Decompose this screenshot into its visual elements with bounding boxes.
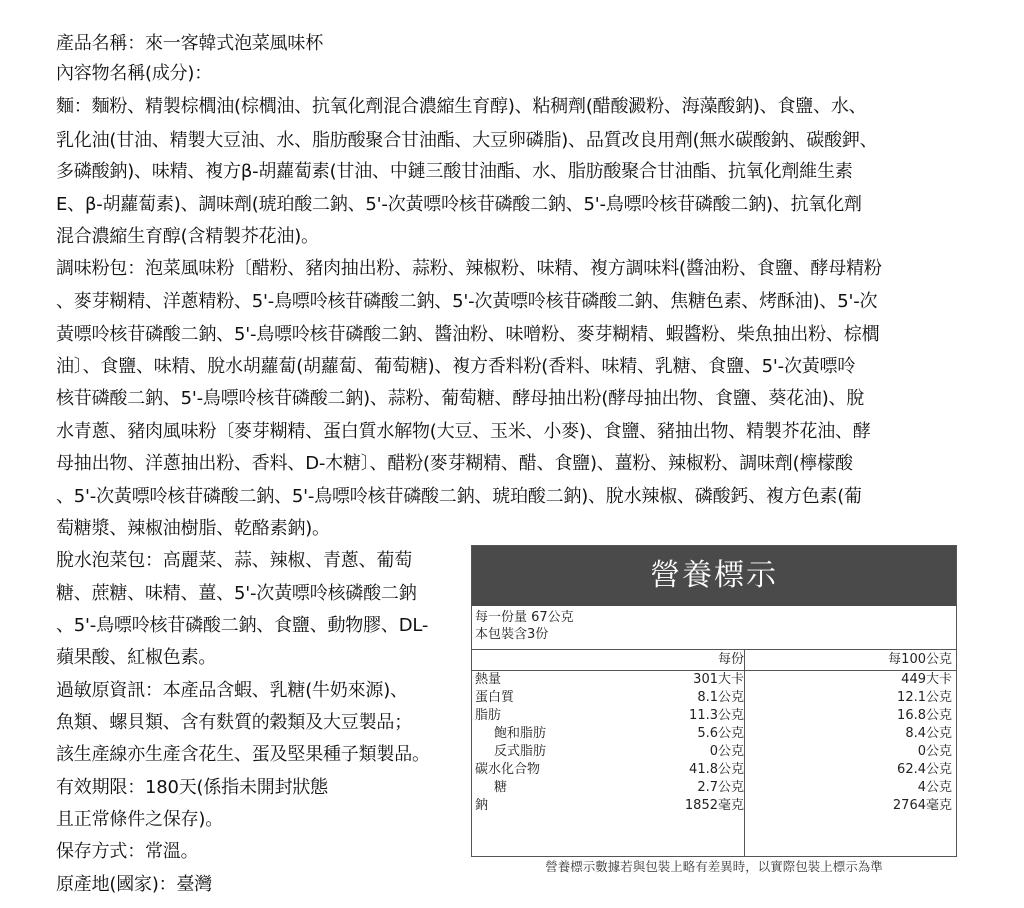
nutrient-per-100g: 8.4公克 — [905, 726, 952, 741]
nutrition-title: 營養標示 — [472, 546, 956, 606]
seasoning-ingredients-line: 母抽出物、洋蔥抽出粉、香料、D-木糖〕、醋粉(麥芽糊精、醋、食鹽)、薑粉、辣椒粉、調味劑(檸檬酸 — [56, 453, 853, 474]
nutrient-per-serving: 8.1公克 — [697, 690, 744, 705]
nutrient-per-serving: 1852毫克 — [684, 798, 744, 813]
nutrition-column-headers — [472, 650, 956, 671]
seasoning-ingredients-line: 調味粉包：泡菜風味粉〔醋粉、豬肉抽出粉、蒜粉、辣椒粉、味精、複方調味料(醬油粉、食鹽、酵母精粉 — [56, 258, 882, 279]
allergen-info-line: 過敏原資訊：本產品含蝦、乳糖(牛奶來源)、 — [56, 680, 408, 701]
nutrient-per-100g: 449大卡 — [901, 672, 952, 687]
nutrient-per-100g: 2764毫克 — [892, 798, 952, 813]
per-100g-header: 每100公克 — [888, 652, 952, 667]
seasoning-ingredients-line: 、麥芽糊精、洋蔥精粉、5'-鳥嘌呤核苷磷酸二鈉、5'-次黃嘌呤核苷磷酸二鈉、焦糖色素、烤酥油)、5'-次 — [56, 291, 878, 312]
seasoning-ingredients-line: 萄糖漿、辣椒油樹脂、乾酪素鈉)。 — [56, 518, 330, 539]
nutrition-row — [472, 779, 956, 797]
nutrient-name: 脂肪 — [475, 708, 502, 723]
storage-line: 保存方式：常溫。 — [56, 841, 199, 862]
nutrition-disclaimer: 營養標示數據若與包裝上略有差異時，以實際包裝上標示為準 — [545, 859, 883, 874]
nutrition-row — [472, 689, 956, 707]
nutrition-row — [472, 743, 956, 761]
nutrient-per-serving: 2.7公克 — [697, 780, 744, 795]
noodle-ingredients-line: 混合濃縮生育醇(含精製芥花油)。 — [56, 226, 319, 247]
nutrient-per-serving: 0公克 — [709, 744, 744, 759]
nutrition-row — [472, 797, 956, 815]
nutrient-per-serving: 301大卡 — [693, 672, 744, 687]
seasoning-ingredients-line: 黃嘌呤核苷磷酸二鈉、5'-鳥嘌呤核苷磷酸二鈉、醬油粉、味噌粉、麥芽糊精、蝦醬粉、柴魚抽出粉、棕櫚 — [56, 324, 880, 345]
nutrient-name: 反式脂肪 — [494, 744, 547, 759]
nutrition-row — [472, 761, 956, 779]
expiry-line: 有效期限：180天(係指未開封狀態 — [56, 777, 328, 798]
nutrient-per-serving: 41.8公克 — [689, 762, 744, 777]
nutrient-per-100g: 62.4公克 — [897, 762, 952, 777]
noodle-ingredients-line: E、β-胡蘿蔔素)、調味劑(琥珀酸二鈉、5'-次黃嘌呤核苷磷酸二鈉、5'-鳥嘌呤核苷磷酸二鈉)、抗氧化劑 — [56, 194, 862, 215]
kimchi-ingredients-line: 蘋果酸、紅椒色素。 — [56, 647, 217, 668]
nutrient-per-100g: 12.1公克 — [897, 690, 952, 705]
nutrition-row — [472, 707, 956, 725]
nutrient-name: 熱量 — [475, 672, 502, 687]
serving-info — [472, 606, 956, 650]
seasoning-ingredients-line: 水青蔥、豬肉風味粉〔麥芽糊精、蛋白質水解物(大豆、玉米、小麥)、食鹽、豬抽出物、精製芥花油、酵 — [56, 421, 871, 442]
nutrition-facts-table — [471, 545, 957, 857]
product-name-line: 產品名稱：來一客韓式泡菜風味杯 — [56, 33, 323, 54]
nutrient-name: 蛋白質 — [475, 690, 515, 705]
nutrient-name: 糖 — [494, 780, 508, 795]
seasoning-ingredients-line: 、5'-次黃嘌呤核苷磷酸二鈉、5'-鳥嘌呤核苷磷酸二鈉、琥珀酸二鈉)、脫水辣椒、磷酸鈣、複方色素(葡 — [56, 486, 862, 507]
nutrient-per-100g: 16.8公克 — [897, 708, 952, 723]
per-serving-header: 每份 — [717, 652, 744, 667]
kimchi-ingredients-line: 、5'-鳥嘌呤核苷磷酸二鈉、食鹽、動物膠、DL- — [56, 615, 429, 636]
contents-heading-line: 內容物名稱(成分)： — [56, 63, 213, 84]
origin-line: 原產地(國家)：臺灣 — [56, 874, 213, 895]
nutrient-name: 飽和脂肪 — [494, 726, 547, 741]
allergen-info-line: 魚類、螺貝類、含有麩質的穀類及大豆製品； — [56, 712, 412, 733]
nutrient-name: 碳水化合物 — [475, 762, 541, 777]
noodle-ingredients-line: 麵：麵粉、精製棕櫚油(棕櫚油、抗氧化劑混合濃縮生育醇)、粘稠劑(醋酸澱粉、海藻酸鈉)、食鹽、水、 — [56, 96, 867, 117]
nutrient-per-serving: 5.6公克 — [697, 726, 744, 741]
expiry-line: 且正常條件之保存)。 — [56, 809, 224, 830]
allergen-info-line: 該生產線亦生產含花生、蛋及堅果種子類製品。 — [56, 744, 430, 765]
nutrition-row — [472, 671, 956, 689]
seasoning-ingredients-line: 核苷磷酸二鈉、5'-鳥嘌呤核苷磷酸二鈉)、蒜粉、葡萄糖、酵母抽出粉(酵母抽出物、食鹽、葵花油)、脫 — [56, 388, 865, 409]
seasoning-ingredients-line: 油〕、食鹽、味精、脫水胡蘿蔔(胡蘿蔔、葡萄糖)、複方香料粉(香料、味精、乳糖、食鹽、5'-次黃嘌呤 — [56, 356, 856, 377]
kimchi-ingredients-line: 糖、蔗糖、味精、薑、5'-次黃嘌呤核磷酸二鈉 — [56, 583, 417, 604]
nutrition-row — [472, 725, 956, 743]
noodle-ingredients-line: 多磷酸鈉)、味精、複方β-胡蘿蔔素(甘油、中鏈三酸甘油酯、水、脂肪酸聚合甘油酯、抗氧化劑維生素 — [56, 161, 853, 182]
nutrient-per-100g: 4公克 — [917, 780, 952, 795]
nutrient-name: 鈉 — [475, 798, 489, 813]
kimchi-ingredients-line: 脫水泡菜包：高麗菜、蒜、辣椒、青蔥、葡萄 — [56, 550, 412, 571]
servings-per-package: 本包裝含3份 — [475, 627, 549, 642]
serving-size: 每一份量 67公克 — [475, 610, 574, 625]
noodle-ingredients-line: 乳化油(甘油、精製大豆油、水、脂肪酸聚合甘油酯、大豆卵磷脂)、品質改良用劑(無水碳酸鈉、碳酸鉀、 — [56, 130, 878, 151]
nutrient-per-serving: 11.3公克 — [689, 708, 744, 723]
nutrient-per-100g: 0公克 — [917, 744, 952, 759]
